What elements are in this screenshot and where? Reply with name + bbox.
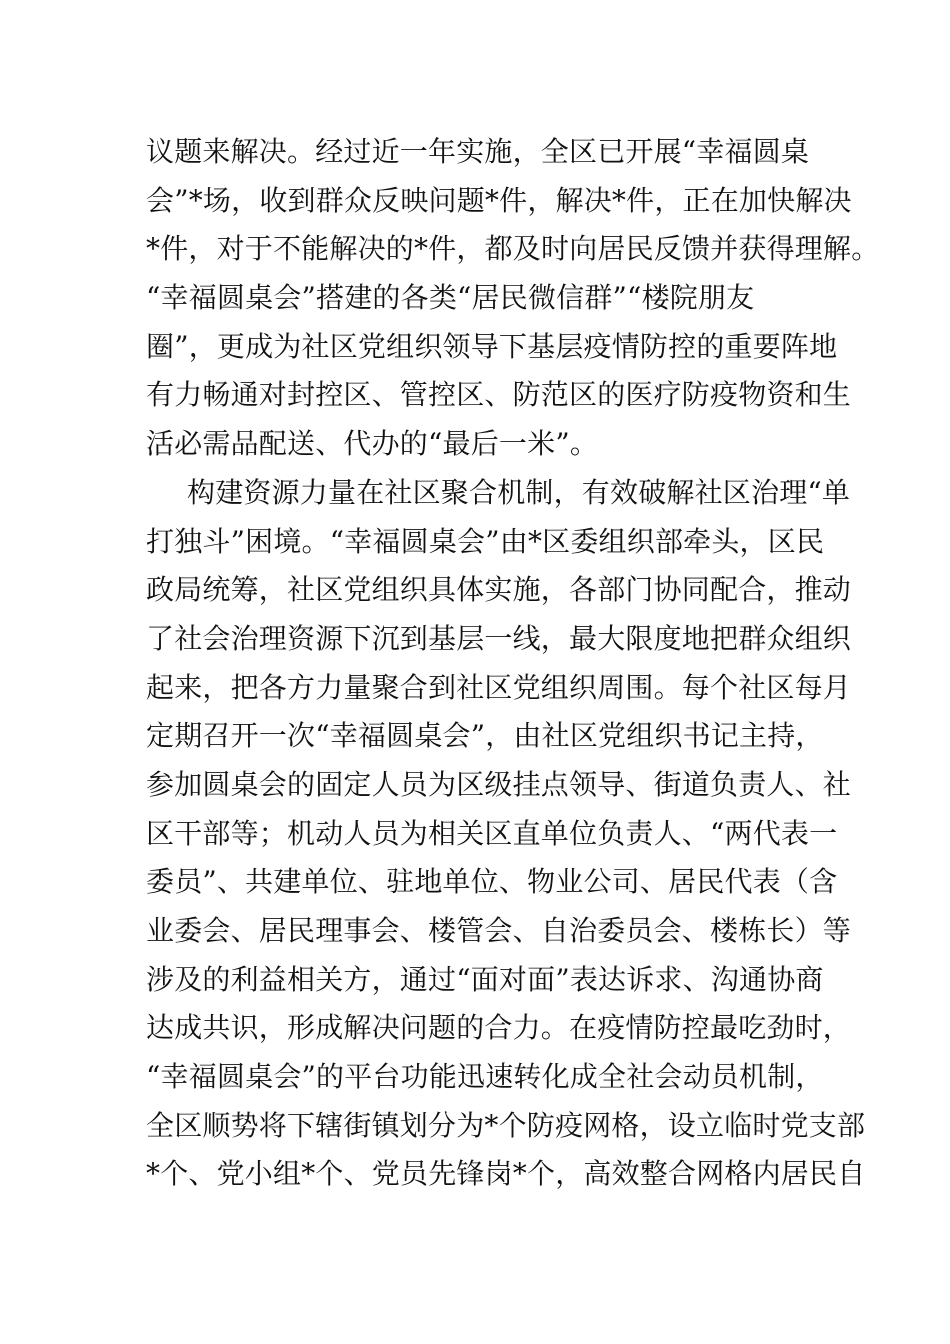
text-line: 起来，把各方力量聚合到社区党组织周围。每个社区每月 bbox=[146, 670, 852, 704]
text-line: 议题来解决。经过近一年实施，全区已开展“幸福圆桌 bbox=[146, 135, 810, 168]
text-line: 了社会治理资源下沉到基层一线，最大限度地把群众组织 bbox=[146, 621, 852, 655]
text-line: 委员”、共建单位、驻地单位、物业公司、居民代表（含 bbox=[146, 865, 838, 899]
text-line: 活必需品配送、代办的“最后一米”。 bbox=[146, 427, 599, 461]
text-line: 业委会、居民理事会、楼管会、自治委员会、楼栋长）等 bbox=[146, 914, 852, 947]
paragraph-start-line: 构建资源力量在社区聚合机制，有效破解社区治理“单 bbox=[187, 475, 851, 509]
text-line: 政局统筹，社区党组织具体实施，各部门协同配合，推动 bbox=[146, 573, 852, 607]
text-line: “幸福圆桌会”搭建的各类“居民微信群”“楼院朋友 bbox=[146, 281, 755, 315]
body-text bbox=[146, 128, 880, 1199]
text-line: 会”*场，收到群众反映问题*件，解决*件，正在加快解决 bbox=[146, 183, 852, 217]
text-line: 定期召开一次“幸福圆桌会”，由社区党组织书记主持， bbox=[146, 719, 824, 753]
text-line: 圈”，更成为社区党组织领导下基层疫情防控的重要阵地 bbox=[146, 329, 838, 363]
text-line: *个、党小组*个、党员先锋岗*个，高效整合网格内居民自 bbox=[146, 1157, 866, 1191]
text-line: 有力畅通对封控区、管控区、防范区的医疗防疫物资和生 bbox=[146, 378, 852, 412]
text-line: 全区顺势将下辖街镇划分为*个防疫网格，设立临时党支部 bbox=[146, 1108, 866, 1142]
text-line: 参加圆桌会的固定人员为区级挂点领导、街道负责人、社 bbox=[146, 767, 852, 801]
text-line: 涉及的利益相关方，通过“面对面”表达诉求、沟通协商 bbox=[146, 962, 824, 996]
text-line: 打独斗”困境。“幸福圆桌会”由*区委组织部牵头，区民 bbox=[146, 524, 825, 558]
text-line: 达成共识，形成解决问题的合力。在疫情防控最吃劲时， bbox=[146, 1011, 852, 1045]
text-line: “幸福圆桌会”的平台功能迅速转化成全社会动员机制， bbox=[146, 1060, 824, 1094]
text-line: *件，对于不能解决的*件，都及时向居民反馈并获得理解。 bbox=[146, 232, 880, 266]
text-line: 区干部等；机动人员为相关区直单位负责人、“两代表一 bbox=[146, 816, 838, 850]
